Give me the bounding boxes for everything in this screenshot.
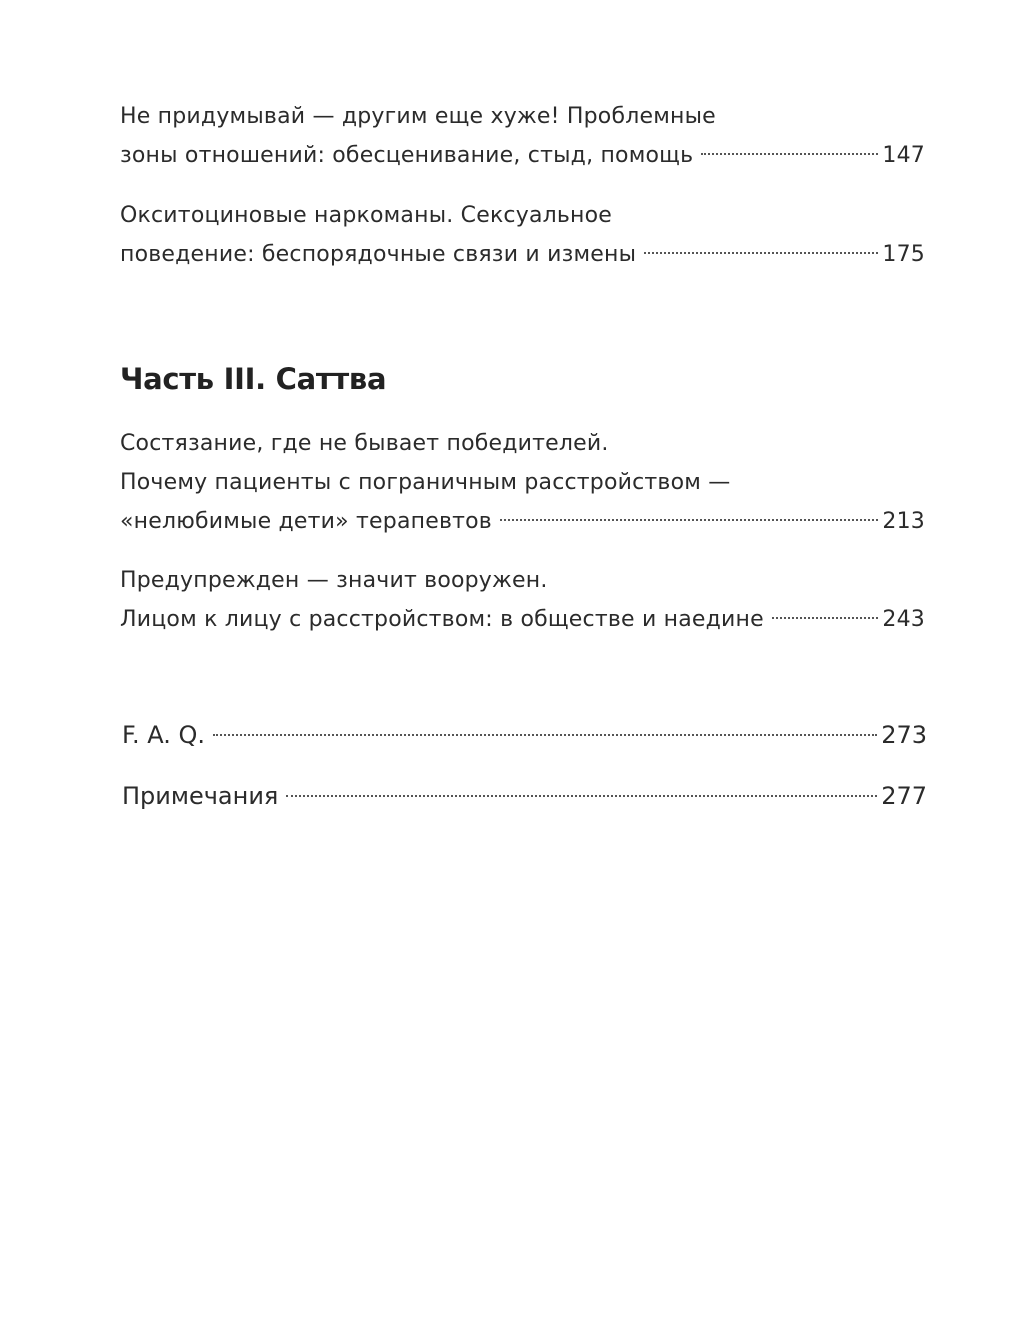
toc-entry[interactable] [120, 196, 925, 274]
page-number: 243 [882, 607, 925, 632]
dot-leader [286, 795, 877, 797]
page-number: 175 [882, 242, 925, 267]
page-number: 213 [882, 509, 925, 534]
part-heading: Часть III. Саттва [120, 362, 387, 396]
toc-entry-faq[interactable] [122, 716, 927, 755]
toc-entry-title-line: зоны отношений: обесценивание, стыд, помощь [120, 143, 694, 168]
toc-entry-notes[interactable] [122, 777, 927, 816]
page-number: 277 [881, 782, 927, 810]
toc-entry-last-line [120, 136, 925, 175]
toc-entry-title-line: Предупрежден — значит вооружен. [120, 568, 548, 593]
dot-leader [772, 617, 879, 619]
toc-entry-title-line: «нелюбимые дети» терапевтов [120, 509, 492, 534]
dot-leader [701, 153, 878, 155]
dot-leader [500, 519, 878, 521]
toc-entry-title-line: F. A. Q. [122, 721, 205, 749]
toc-entry[interactable] [120, 97, 925, 175]
toc-entry-last-line [122, 777, 927, 816]
toc-entry-last-line [122, 716, 927, 755]
toc-entry-last-line [120, 235, 925, 274]
toc-entry-title-line: Окситоциновые наркоманы. Сексуальное [120, 203, 613, 228]
dot-leader [644, 252, 878, 254]
toc-entry-last-line [120, 600, 925, 639]
toc-entry-title-line: Примечания [122, 782, 279, 810]
toc-entry-title-line: Лицом к лицу с расстройством: в обществе и наедине [120, 607, 764, 632]
page-number: 273 [881, 721, 927, 749]
toc-entry-title-line: Состязание, где не бывает победителей. [120, 431, 609, 456]
dot-leader [213, 734, 877, 736]
toc-entry-title-line: поведение: беспорядочные связи и измены [120, 242, 637, 267]
toc-entry-last-line [120, 502, 925, 541]
page-number: 147 [882, 143, 925, 168]
toc-entry-title-line: Почему пациенты с пограничным расстройством — [120, 470, 731, 495]
toc-entry-title-line: Не придумывай — другим еще хуже! Проблемные [120, 104, 716, 129]
toc-entry[interactable] [120, 424, 925, 541]
toc-entry[interactable] [120, 561, 925, 639]
